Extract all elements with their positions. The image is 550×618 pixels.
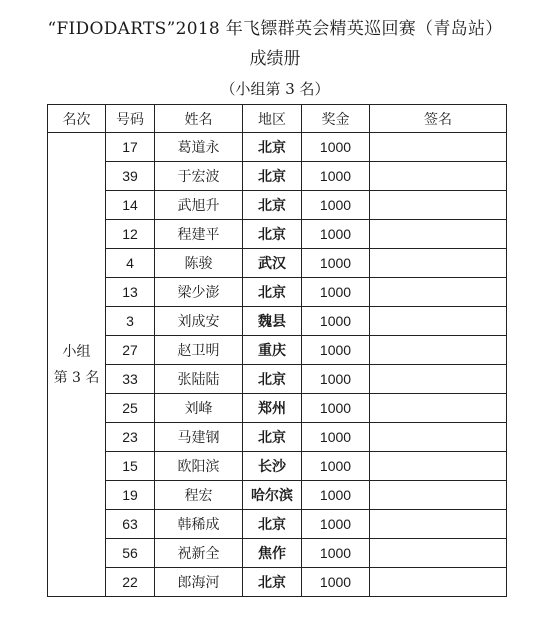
header-name: 姓名 <box>155 105 243 133</box>
cell-name: 刘峰 <box>155 394 243 423</box>
cell-number: 23 <box>106 423 155 452</box>
group-rank-cell <box>48 133 106 597</box>
table-row <box>48 133 507 162</box>
header-rank: 名次 <box>48 105 106 133</box>
table-row <box>48 568 507 597</box>
cell-number: 27 <box>106 336 155 365</box>
cell-number: 25 <box>106 394 155 423</box>
cell-signature <box>370 394 507 423</box>
cell-name: 梁少澎 <box>155 278 243 307</box>
cell-number: 19 <box>106 481 155 510</box>
cell-region: 焦作 <box>243 539 302 568</box>
cell-prize: 1000 <box>302 191 370 220</box>
cell-signature <box>370 365 507 394</box>
cell-signature <box>370 162 507 191</box>
cell-prize: 1000 <box>302 510 370 539</box>
header-prize: 奖金 <box>302 105 370 133</box>
group-note: （小组第 3 名） <box>220 80 330 98</box>
cell-number: 4 <box>106 249 155 278</box>
cell-signature <box>370 249 507 278</box>
document-title: “FIDODARTS”2018 年飞镖群英会精英巡回赛（青岛站） <box>47 19 503 39</box>
cell-name: 刘成安 <box>155 307 243 336</box>
cell-name: 程宏 <box>155 481 243 510</box>
header-signature: 签名 <box>370 105 507 133</box>
table-row <box>48 423 507 452</box>
cell-prize: 1000 <box>302 481 370 510</box>
cell-prize: 1000 <box>302 394 370 423</box>
cell-prize: 1000 <box>302 133 370 162</box>
cell-number: 13 <box>106 278 155 307</box>
cell-prize: 1000 <box>302 278 370 307</box>
cell-name: 葛道永 <box>155 133 243 162</box>
group-label-line1: 小组 <box>62 343 91 360</box>
cell-name: 于宏波 <box>155 162 243 191</box>
cell-name: 韩稀成 <box>155 510 243 539</box>
table-header-row <box>48 105 507 133</box>
cell-signature <box>370 220 507 249</box>
cell-region: 北京 <box>243 162 302 191</box>
cell-prize: 1000 <box>302 220 370 249</box>
cell-number: 63 <box>106 510 155 539</box>
table-row <box>48 162 507 191</box>
cell-region: 北京 <box>243 423 302 452</box>
cell-region: 北京 <box>243 191 302 220</box>
cell-name: 赵卫明 <box>155 336 243 365</box>
cell-signature <box>370 568 507 597</box>
cell-name: 祝新全 <box>155 539 243 568</box>
table-row <box>48 394 507 423</box>
cell-prize: 1000 <box>302 539 370 568</box>
cell-prize: 1000 <box>302 336 370 365</box>
cell-number: 14 <box>106 191 155 220</box>
cell-region: 北京 <box>243 278 302 307</box>
document-subtitle: 成绩册 <box>249 49 301 69</box>
cell-prize: 1000 <box>302 307 370 336</box>
cell-signature <box>370 336 507 365</box>
cell-region: 长沙 <box>243 452 302 481</box>
cell-region: 魏县 <box>243 307 302 336</box>
table-row <box>48 220 507 249</box>
cell-signature <box>370 423 507 452</box>
table-row <box>48 452 507 481</box>
cell-prize: 1000 <box>302 162 370 191</box>
cell-name: 陈骏 <box>155 249 243 278</box>
cell-signature <box>370 191 507 220</box>
cell-region: 北京 <box>243 365 302 394</box>
cell-name: 郎海河 <box>155 568 243 597</box>
cell-region: 重庆 <box>243 336 302 365</box>
cell-signature <box>370 510 507 539</box>
table-row <box>48 365 507 394</box>
header-number: 号码 <box>106 105 155 133</box>
cell-number: 33 <box>106 365 155 394</box>
table-row <box>48 336 507 365</box>
cell-region: 北京 <box>243 133 302 162</box>
table-row <box>48 307 507 336</box>
table-row <box>48 249 507 278</box>
table-body <box>48 133 507 597</box>
cell-signature <box>370 278 507 307</box>
cell-name: 程建平 <box>155 220 243 249</box>
table-row <box>48 278 507 307</box>
table-row <box>48 510 507 539</box>
cell-region: 武汉 <box>243 249 302 278</box>
cell-region: 北京 <box>243 220 302 249</box>
cell-prize: 1000 <box>302 452 370 481</box>
cell-number: 22 <box>106 568 155 597</box>
table-row <box>48 481 507 510</box>
cell-number: 12 <box>106 220 155 249</box>
header-region: 地区 <box>243 105 302 133</box>
cell-name: 张陆陆 <box>155 365 243 394</box>
cell-region: 北京 <box>243 510 302 539</box>
cell-region: 北京 <box>243 568 302 597</box>
cell-number: 3 <box>106 307 155 336</box>
cell-number: 15 <box>106 452 155 481</box>
cell-region: 郑州 <box>243 394 302 423</box>
cell-number: 17 <box>106 133 155 162</box>
cell-name: 武旭升 <box>155 191 243 220</box>
cell-signature <box>370 539 507 568</box>
cell-prize: 1000 <box>302 423 370 452</box>
cell-number: 56 <box>106 539 155 568</box>
table-row <box>48 191 507 220</box>
cell-region: 哈尔滨 <box>243 481 302 510</box>
cell-name: 马建钢 <box>155 423 243 452</box>
cell-signature <box>370 307 507 336</box>
cell-prize: 1000 <box>302 249 370 278</box>
cell-signature <box>370 452 507 481</box>
cell-prize: 1000 <box>302 568 370 597</box>
cell-name: 欧阳滨 <box>155 452 243 481</box>
group-label-line2: 第 3 名 <box>53 369 100 386</box>
cell-signature <box>370 481 507 510</box>
results-table <box>47 104 507 597</box>
cell-signature <box>370 133 507 162</box>
table-row <box>48 539 507 568</box>
cell-prize: 1000 <box>302 365 370 394</box>
cell-number: 39 <box>106 162 155 191</box>
